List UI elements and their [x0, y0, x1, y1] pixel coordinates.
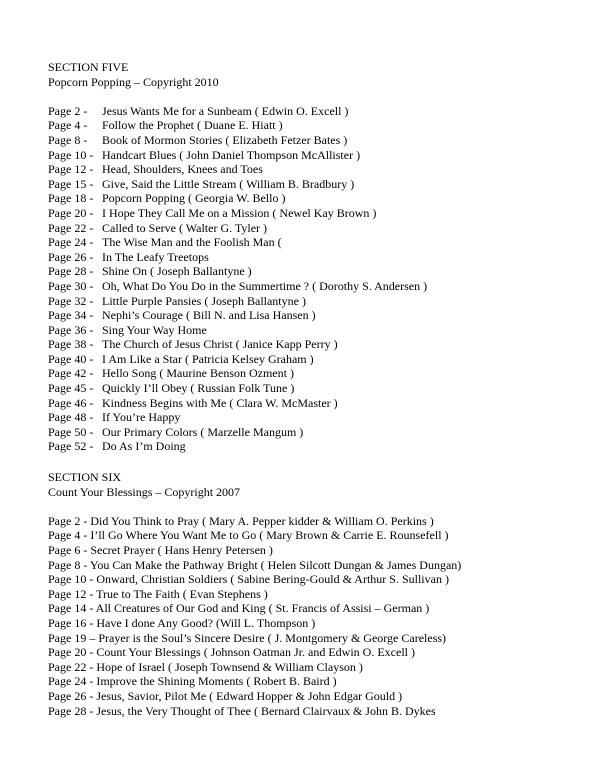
list-item	[48, 133, 427, 148]
list-item	[48, 631, 461, 646]
song-title: Little Purple Pansies ( Joseph Ballantyne )	[102, 293, 306, 308]
list-item	[48, 425, 427, 440]
list-item	[48, 206, 427, 221]
song-title: I Am Like a Star ( Patricia Kelsey Graham )	[102, 351, 314, 366]
list-item	[48, 323, 427, 338]
song-title: Jesus Wants Me for a Sunbeam ( Edwin O. Excell )	[102, 103, 349, 118]
song-title: Did You Think to Pray ( Mary A. Pepper kidder & William O. Perkins )	[90, 513, 434, 528]
song-title: I’ll Go Where You Want Me to Go ( Mary Brown & Carrie E. Rounsefell )	[90, 528, 449, 543]
list-item	[48, 148, 427, 163]
page-number: Page 10 -	[48, 572, 94, 587]
list-item	[48, 177, 427, 192]
song-title: I Hope They Call Me on a Mission ( Newel Kay Brown )	[102, 205, 377, 220]
song-title: The Wise Man and the Foolish Man (	[102, 235, 282, 250]
page-number: Page 36 -	[48, 322, 94, 337]
page-number: Page 20 -	[48, 205, 94, 220]
song-title: Called to Serve ( Walter G. Tyler )	[102, 220, 268, 235]
page-number: Page 28 -	[48, 703, 94, 718]
section-six	[48, 470, 461, 718]
list-item	[48, 410, 427, 425]
list-item	[48, 191, 427, 206]
page-number: Page 38 -	[48, 337, 94, 352]
list-item	[48, 308, 427, 323]
song-title: Prayer is the Soul’s Sincere Desire ( J. Montgomery & George Careless)	[98, 630, 447, 645]
page-number: Page 19 –	[48, 630, 96, 645]
song-title: True to The Faith ( Evan Stephens )	[96, 586, 268, 601]
page-number: Page 28 -	[48, 264, 94, 279]
list-item	[48, 337, 427, 352]
section-six-list	[48, 514, 461, 718]
page-number: Page 24 -	[48, 235, 94, 250]
page-number: Page 24 -	[48, 674, 94, 689]
list-item	[48, 381, 427, 396]
song-title: Jesus, Savior, Pilot Me ( Edward Hopper & John Edgar Gould )	[96, 688, 403, 703]
list-item	[48, 674, 461, 689]
list-item	[48, 366, 427, 381]
song-title: Do As I’m Doing	[102, 439, 186, 454]
page-number: Page 10 -	[48, 147, 94, 162]
song-title: Nephi’s Courage ( Bill N. and Lisa Hansen )	[102, 308, 316, 323]
song-title: Count Your Blessings ( Johnson Oatman Jr. and Edwin O. Excell )	[96, 645, 415, 660]
list-item	[48, 587, 461, 602]
list-item	[48, 645, 461, 660]
page-number: Page 22 -	[48, 659, 94, 674]
section-five	[48, 60, 427, 454]
song-title: Improve the Shining Moments ( Robert B. Baird )	[96, 674, 337, 689]
song-title: Head, Shoulders, Knees and Toes	[102, 162, 263, 177]
page-number: Page 2 -	[48, 513, 88, 528]
song-title: You Can Make the Pathway Bright ( Helen Silcott Dungan & James Dungan)	[89, 557, 462, 572]
list-item	[48, 294, 427, 309]
song-title: Give, Said the Little Stream ( William B. Bradbury )	[102, 176, 355, 191]
list-item	[48, 558, 461, 573]
song-title: Quickly I’ll Obey ( Russian Folk Tune )	[102, 381, 295, 396]
page-number: Page 8 -	[48, 557, 88, 572]
list-item	[48, 616, 461, 631]
list-item	[48, 250, 427, 265]
list-item	[48, 264, 427, 279]
page-number: Page 6 -	[48, 542, 88, 557]
list-item	[48, 235, 427, 250]
song-title: Hope of Israel ( Joseph Townsend & William Clayson )	[96, 659, 363, 674]
song-title: The Church of Jesus Christ ( Janice Kapp Perry )	[102, 337, 338, 352]
song-title: In The Leafy Treetops	[102, 249, 209, 264]
list-item	[48, 104, 427, 119]
page-number: Page 42 -	[48, 366, 94, 381]
page-number: Page 8 -	[48, 132, 88, 147]
section-five-subtitle: Popcorn Popping – Copyright 2010	[48, 74, 219, 89]
song-title: Popcorn Popping ( Georgia W. Bello )	[102, 191, 286, 206]
page-number: Page 22 -	[48, 220, 94, 235]
page-number: Page 32 -	[48, 293, 94, 308]
list-item	[48, 396, 427, 411]
song-title: If You’re Happy	[102, 410, 181, 425]
song-title: Follow the Prophet ( Duane E. Hiatt )	[102, 118, 283, 133]
song-title: Hello Song ( Maurine Benson Ozment )	[102, 366, 294, 381]
page-number: Page 30 -	[48, 278, 94, 293]
page-number: Page 14 -	[48, 601, 94, 616]
list-item	[48, 221, 427, 236]
page-number: Page 20 -	[48, 645, 94, 660]
list-item	[48, 543, 461, 558]
list-item	[48, 704, 461, 719]
page-number: Page 45 -	[48, 381, 94, 396]
section-five-title: SECTION FIVE	[48, 60, 129, 74]
list-item	[48, 689, 461, 704]
page-number: Page 26 -	[48, 688, 94, 703]
song-title: Onward, Christian Soldiers ( Sabine Bering-Gould & Arthur S. Sullivan )	[96, 572, 449, 587]
song-title: All Creatures of Our God and King ( St. Francis of Assisi – German )	[95, 601, 430, 616]
page-number: Page 15 -	[48, 176, 94, 191]
song-title: Our Primary Colors ( Marzelle Mangum )	[102, 424, 304, 439]
page-number: Page 4 -	[48, 118, 88, 133]
song-title: Secret Prayer ( Hans Henry Petersen )	[90, 542, 273, 557]
page-number: Page 40 -	[48, 351, 94, 366]
song-title: Sing Your Way Home	[102, 322, 207, 337]
list-item	[48, 514, 461, 529]
page-number: Page 52 -	[48, 439, 94, 454]
page-number: Page 2 -	[48, 103, 88, 118]
section-five-list	[48, 104, 427, 454]
section-six-subtitle: Count Your Blessings – Copyright 2007	[48, 484, 241, 499]
page-number: Page 48 -	[48, 410, 94, 425]
page-number: Page 26 -	[48, 249, 94, 264]
page-number: Page 4 -	[48, 528, 88, 543]
page-number: Page 50 -	[48, 424, 94, 439]
song-title: Handcart Blues ( John Daniel Thompson McAllister )	[102, 147, 361, 162]
list-item	[48, 352, 427, 367]
list-item	[48, 279, 427, 294]
list-item	[48, 572, 461, 587]
page-number: Page 34 -	[48, 308, 94, 323]
song-title: Kindness Begins with Me ( Clara W. McMaster )	[102, 395, 338, 410]
page-number: Page 12 -	[48, 162, 94, 177]
list-item	[48, 601, 461, 616]
song-title: Have I done Any Good? (Will L. Thompson )	[96, 615, 316, 630]
song-title: Shine On ( Joseph Ballantyne )	[102, 264, 252, 279]
song-title: Jesus, the Very Thought of Thee ( Bernard Clairvaux & John B. Dykes	[96, 703, 436, 718]
song-title: Book of Mormon Stories ( Elizabeth Fetzer Bates )	[102, 132, 348, 147]
song-title: Oh, What Do You Do in the Summertime ? ( Dorothy S. Andersen )	[102, 278, 428, 293]
page-number: Page 12 -	[48, 586, 94, 601]
page-number: Page 46 -	[48, 395, 94, 410]
list-item	[48, 528, 461, 543]
list-item	[48, 660, 461, 675]
page-number: Page 18 -	[48, 191, 94, 206]
list-item	[48, 118, 427, 133]
list-item	[48, 162, 427, 177]
page-number: Page 16 -	[48, 615, 94, 630]
list-item	[48, 439, 427, 454]
section-six-title: SECTION SIX	[48, 470, 122, 484]
